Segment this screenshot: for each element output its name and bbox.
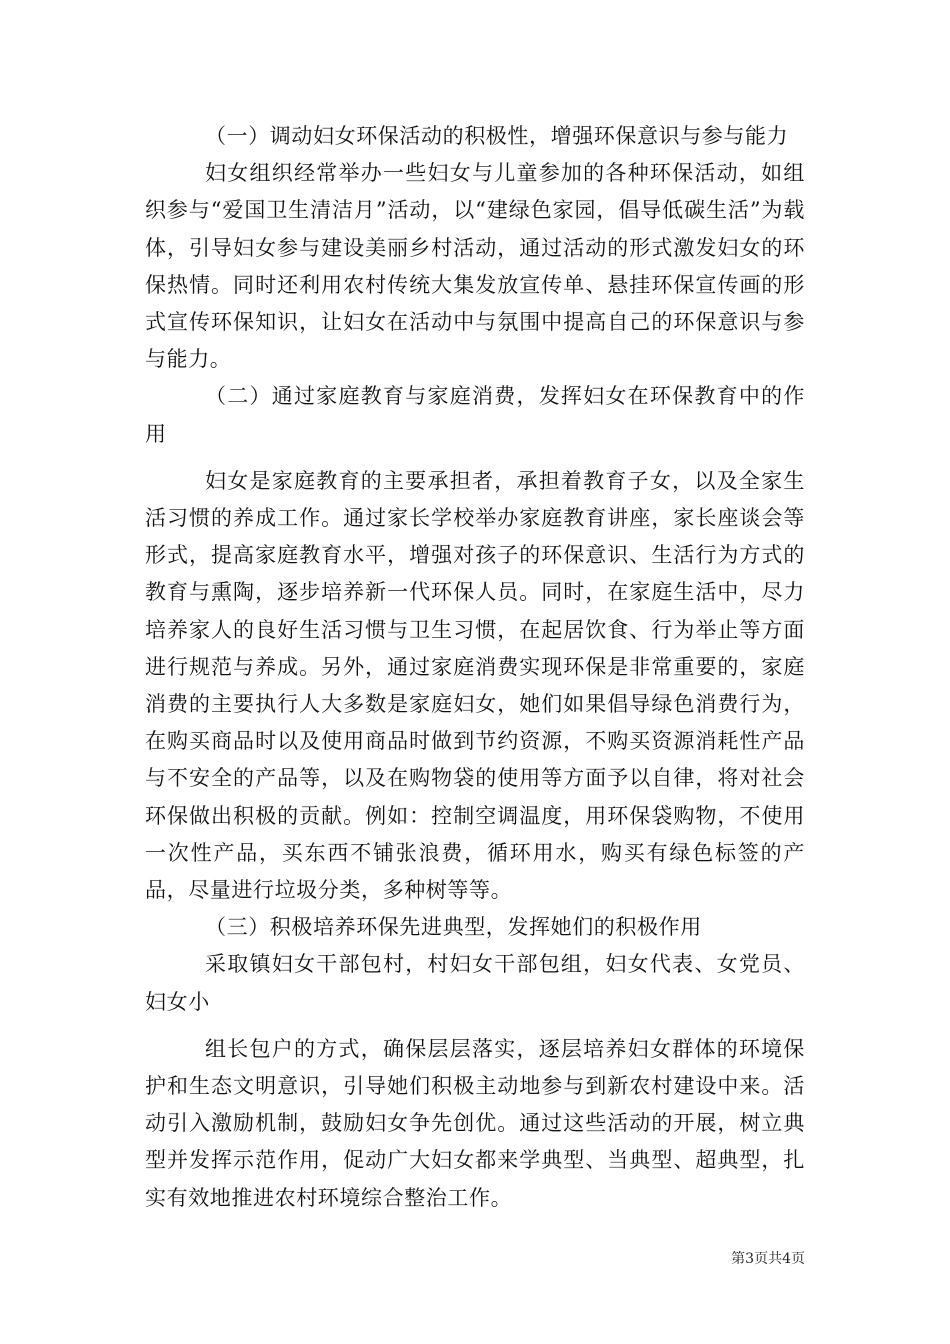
body-paragraph-4: 组长包户的方式，确保层层落实，逐层培养妇女群体的环境保护和生态文明意识，引导她们积极主动地参与到新农村建设中来。活动引入激励机制，鼓励妇女争先创优。通过这些活动的开展，树立典型并发挥示范作用，促动广大妇女都来学典型、当典型、超典型，扎实有效地推进农村环境综合整治工作。: [145, 1036, 805, 1210]
paragraph-spacer: [145, 1021, 805, 1031]
section-heading-2: （二）通过家庭教育与家庭消费，发挥妇女在环保教育中的作用: [145, 384, 805, 446]
paragraph-spacer: [145, 453, 805, 463]
body-paragraph-2: 妇女是家庭教育的主要承担者，承担着教育子女，以及全家生活习惯的养成工作。通过家长学校举办家庭教育讲座，家长座谈会等形式，提高家庭教育水平，增强对孩子的环保意识、生活行为方式的教育与熏陶，逐步培养新一代环保人员。同时，在家庭生活中，尽力培养家人的良好生活习惯与卫生习惯，在起居饮食、行为举止等方面进行规范与养成。另外，通过家庭消费实现环保是非常重要的，家庭消费的主要执行人大多数是家庭妇女，她们如果倡导绿色消费行为，在购买商品时以及使用商品时做到节约资源，不购买资源消耗性产品与不安全的产品等，以及在购物袋的使用等方面予以自律，将对社会环保做出积极的贡献。例如：控制空调温度，用环保袋购物，不使用一次性产品，买东西不铺张浪费，循环用水，购买有绿色标签的产品，尽量进行垃圾分类，多种树等等。: [145, 468, 805, 903]
section-heading-1: （一）调动妇女环保活动的积极性，增强环保意识与参与能力: [205, 124, 789, 148]
body-paragraph-1: 妇女组织经常举办一些妇女与儿童参加的各种环保活动，如组织参与“爱国卫生清洁月”活动，以“建绿色家园，倡导低碳生活”为载体，引导妇女参与建设美丽乡村活动，通过活动的形式激发妇女的环保热情。同时还利用农村传统大集发放宣传单、悬挂环保宣传画的形式宣传环保知识，让妇女在活动中与氛围中提高自己的环保意识与参与能力。: [145, 161, 805, 372]
section-heading-3: （三）积极培养环保先进典型，发挥她们的积极作用: [205, 915, 702, 940]
document-body: [145, 118, 805, 1217]
page-number-footer: 第3页共4页: [731, 1251, 805, 1267]
body-paragraph-3: 采取镇妇女干部包村，村妇女干部包组，妇女代表、女党员、妇女小: [145, 952, 805, 1014]
